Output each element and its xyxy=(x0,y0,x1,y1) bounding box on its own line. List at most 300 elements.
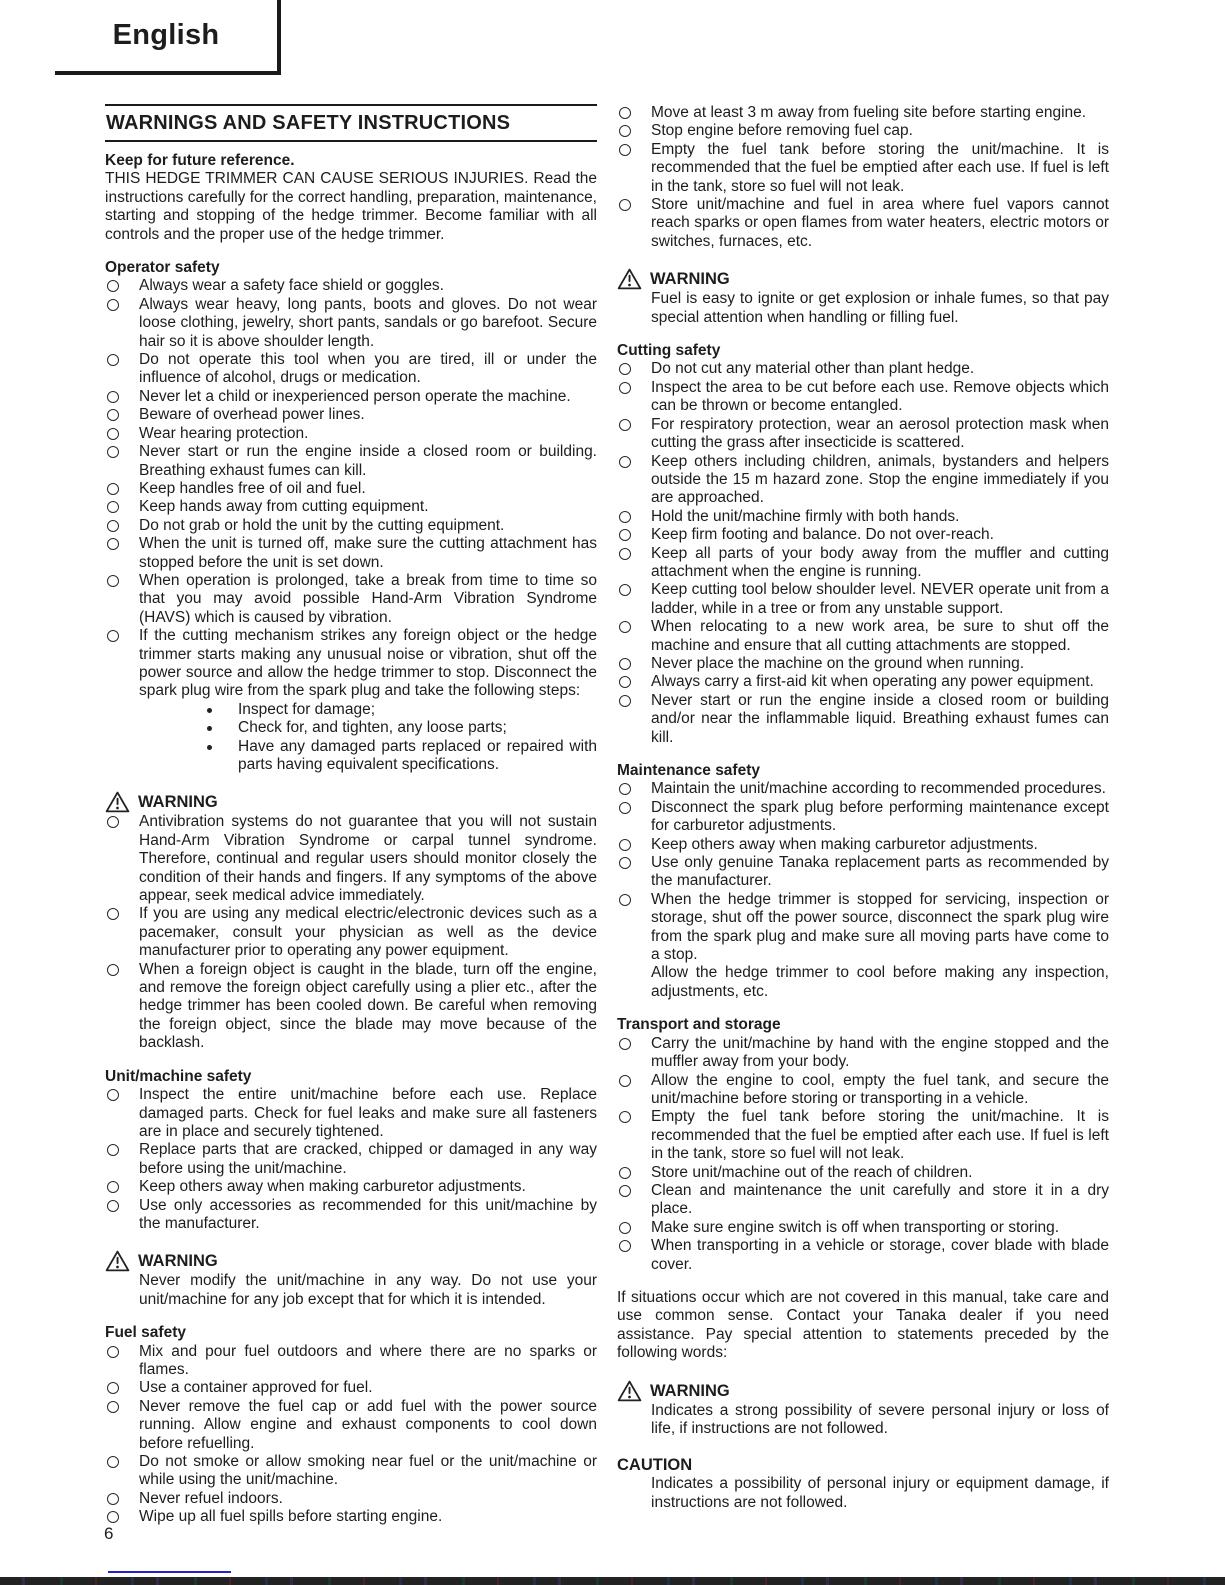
bullet-item xyxy=(105,1178,597,1196)
bullet-body xyxy=(651,545,1109,582)
bullet-body xyxy=(139,406,597,424)
circle-bullet-icon xyxy=(619,676,631,688)
bullet-body xyxy=(139,1178,597,1196)
circle-bullet-icon xyxy=(105,517,139,535)
bullet-text: If you are using any medical electric/electronic devices such as a pacemaker, consult your physician as well as the device manufacturer prior to operating any power equipment. xyxy=(139,905,597,960)
bullet-text: Keep others including children, animals, bystanders and helpers outside the 15 m hazard zone. Stop the engine immediately if you are approached. xyxy=(651,452,1109,507)
bullet-body xyxy=(651,1164,1109,1182)
bullet-text: Always wear heavy, long pants, boots and gloves. Do not wear loose clothing, jewelry, short pants, sandals or go barefoot. Secure hair so it is above shoulder length. xyxy=(139,295,597,350)
alert-title: WARNING xyxy=(650,1381,730,1400)
bullet-text: Never place the machine on the ground when running. xyxy=(651,654,1025,672)
section-title: Transport and storage xyxy=(617,1016,781,1034)
section-transport-and-storage xyxy=(617,1016,1109,1274)
circle-bullet-icon xyxy=(619,1240,631,1252)
bullet-text: Hold the unit/machine firmly with both hands. xyxy=(651,507,960,525)
circle-bullet-icon xyxy=(617,618,651,655)
bullet-item xyxy=(105,517,597,535)
intro-paragraph xyxy=(105,152,597,244)
bullet-body xyxy=(651,453,1109,508)
bullet-item xyxy=(617,780,1109,798)
bullet-item xyxy=(617,673,1109,691)
warning-block xyxy=(105,791,597,1052)
bullet-text: Clean and maintenance the unit carefully and store it in a dry place. xyxy=(651,1181,1109,1218)
circle-bullet-icon xyxy=(105,1178,139,1196)
bullet-item xyxy=(105,277,597,295)
circle-bullet-icon xyxy=(617,196,651,251)
bullet-item xyxy=(105,296,597,351)
circle-bullet-icon xyxy=(107,1200,119,1212)
circle-bullet-icon xyxy=(617,692,651,747)
circle-bullet-icon xyxy=(619,584,631,596)
bullet-text: Store unit/machine and fuel in area where fuel vapors cannot reach sparks or open flames from water heaters, electric motors or switches, furnaces, etc. xyxy=(651,196,1109,250)
bullet-body xyxy=(651,416,1109,453)
section-cutting-safety xyxy=(617,342,1109,747)
bullet-text: Do not smoke or allow smoking near fuel or the unit/machine or while using the unit/machine. xyxy=(139,1453,597,1489)
circle-bullet-icon xyxy=(107,1089,119,1101)
circle-bullet-icon xyxy=(619,839,631,851)
bullet-item xyxy=(105,1453,597,1490)
warning-block xyxy=(617,1380,1109,1439)
bullet-body xyxy=(139,1508,597,1526)
language-label: English xyxy=(112,19,220,51)
bullet-body xyxy=(139,961,597,1053)
circle-bullet-icon xyxy=(105,351,139,388)
sub-bullet-item xyxy=(205,719,597,737)
bullet-body xyxy=(651,360,1109,378)
bullet-body xyxy=(139,1490,597,1508)
bullet-item xyxy=(617,1182,1109,1219)
scan-artifact-band xyxy=(0,1577,1225,1585)
page-content xyxy=(105,104,1109,1527)
bullet-body xyxy=(651,836,1109,854)
bullet-item xyxy=(617,581,1109,618)
bullet-text: Inspect the area to be cut before each use. Remove objects which can be thrown or become entangled. xyxy=(651,378,1109,415)
circle-bullet-icon xyxy=(105,535,139,572)
alert-paragraph: Indicates a possibility of personal injury or equipment damage, if instructions are not followed. xyxy=(651,1475,1109,1511)
caution-block xyxy=(617,1455,1109,1512)
bullet-item xyxy=(617,836,1109,854)
paragraph: If situations occur which are not covered in this manual, take care and use common sense. Contact your Tanaka dealer if you need assistance. Pay special attention to statements preceded by the following words: xyxy=(617,1288,1109,1362)
circle-bullet-icon xyxy=(617,891,651,1001)
circle-bullet-icon xyxy=(617,780,651,798)
bullet-item xyxy=(105,443,597,480)
bullet-list xyxy=(105,1086,597,1233)
sub-bullet-text: Have any damaged parts replaced or repaired with parts having equivalent specifications. xyxy=(238,737,597,773)
circle-bullet-icon xyxy=(105,1490,139,1508)
circle-bullet-icon xyxy=(619,125,631,137)
circle-bullet-icon xyxy=(617,1237,651,1274)
circle-bullet-icon xyxy=(619,199,631,211)
bullet-item xyxy=(105,905,597,960)
intro-lead-text: Keep for future reference. xyxy=(105,152,295,169)
circle-bullet-icon xyxy=(617,581,651,618)
circle-bullet-icon xyxy=(107,428,119,440)
bullet-list xyxy=(105,813,597,1052)
list-continuation xyxy=(617,104,1109,251)
circle-bullet-icon xyxy=(107,630,119,642)
bullet-item xyxy=(105,1490,597,1508)
bullet-item xyxy=(105,498,597,516)
circle-bullet-icon xyxy=(619,1075,631,1087)
sub-bullet-item xyxy=(205,701,597,719)
bullet-item xyxy=(105,627,597,774)
circle-bullet-icon xyxy=(107,1181,119,1193)
circle-bullet-icon xyxy=(107,575,119,587)
circle-bullet-icon xyxy=(617,673,651,691)
bullet-item xyxy=(105,480,597,498)
section-maintenance-safety xyxy=(617,762,1109,1001)
bullet-text: Inspect the entire unit/machine before each use. Replace damaged parts. Check for fuel leaks and make sure all fasteners are in place and securely tightened. xyxy=(139,1086,597,1140)
bullet-body xyxy=(139,425,597,443)
warning-icon xyxy=(617,1380,650,1402)
bullet-text: Do not operate this tool when you are tired, ill or under the influence of alcohol, drugs or medication. xyxy=(139,351,597,387)
circle-bullet-icon xyxy=(619,107,631,119)
bullet-list xyxy=(105,277,597,774)
bullet-text: Never start or run the engine inside a closed room or building. Breathing exhaust fumes can kill. xyxy=(139,443,597,479)
circle-bullet-icon xyxy=(617,508,651,526)
bullet-text: When the unit is turned off, make sure the cutting attachment has stopped before the unit is set down. xyxy=(139,535,597,571)
bullet-text: Never remove the fuel cap or add fuel with the power source running. Allow engine and exhaust components to cool down before refuelling. xyxy=(139,1397,597,1452)
language-box xyxy=(55,0,281,75)
circle-bullet-icon xyxy=(105,498,139,516)
circle-bullet-icon xyxy=(107,1456,119,1468)
bullet-body xyxy=(651,799,1109,836)
circle-bullet-icon xyxy=(107,816,119,828)
circle-bullet-icon xyxy=(107,409,119,421)
circle-bullet-icon xyxy=(107,1493,119,1505)
bullet-text: Keep hands away from cutting equipment. xyxy=(139,498,429,516)
bullet-body xyxy=(651,1182,1109,1219)
section-title: Operator safety xyxy=(105,259,220,277)
bullet-item xyxy=(105,1197,597,1234)
bullet-item xyxy=(617,799,1109,836)
alert-paragraph: Indicates a strong possibility of severe personal injury or loss of life, if instructions are not followed. xyxy=(651,1401,1109,1437)
bullet-item xyxy=(617,453,1109,508)
bullet-item xyxy=(617,1072,1109,1109)
circle-bullet-icon xyxy=(105,388,139,406)
circle-bullet-icon xyxy=(105,1086,139,1141)
bullet-item xyxy=(105,351,597,388)
bullet-body xyxy=(651,780,1109,798)
bullet-body xyxy=(651,508,1109,526)
circle-bullet-icon xyxy=(617,854,651,891)
bullet-body xyxy=(651,1035,1109,1072)
alert-paragraph: Never modify the unit/machine in any way. Do not use your unit/machine for any job except that for which it is intended. xyxy=(139,1272,597,1308)
bullet-item xyxy=(105,425,597,443)
circle-bullet-icon xyxy=(105,1379,139,1397)
alert-header xyxy=(617,268,1109,290)
bullet-item xyxy=(105,1379,597,1397)
circle-bullet-icon xyxy=(619,621,631,633)
bullet-item xyxy=(617,104,1109,122)
bullet-text: When transporting in a vehicle or storage, cover blade with blade cover. xyxy=(651,1237,1109,1273)
bullet-text: Empty the fuel tank before storing the unit/machine. It is recommended that the fuel be emptied after each use. If fuel is left in the tank, store so fuel will not leak. xyxy=(651,140,1109,195)
bullet-item xyxy=(105,535,597,572)
warning-icon xyxy=(105,791,138,813)
bullet-text: Wipe up all fuel spills before starting engine. xyxy=(139,1508,443,1526)
bullet-text: When the hedge trimmer is stopped for servicing, inspection or storage, shut off the power source, disconnect the spark plug wire from the spark plug and make sure all moving parts have come to a stop. xyxy=(651,890,1109,964)
section-unit-machine-safety xyxy=(105,1068,597,1234)
bullet-body xyxy=(139,277,597,295)
circle-bullet-icon xyxy=(619,548,631,560)
bullet-item xyxy=(617,141,1109,196)
bullet-body xyxy=(139,351,597,388)
bullet-text: Use only genuine Tanaka replacement parts as recommended by the manufacturer. xyxy=(651,854,1109,890)
bullet-body xyxy=(651,854,1109,891)
bullet-item xyxy=(617,196,1109,251)
bullet-item xyxy=(617,379,1109,416)
bullet-item xyxy=(105,572,597,627)
alert-title: CAUTION xyxy=(617,1456,693,1475)
alert-paragraph: Fuel is easy to ignite or get explosion or inhale fumes, so that pay special attention when handling or filling fuel. xyxy=(651,290,1109,326)
bullet-item xyxy=(105,813,597,905)
circle-bullet-icon xyxy=(107,908,119,920)
page-title: WARNINGS AND SAFETY INSTRUCTIONS xyxy=(105,104,597,142)
bullet-item xyxy=(617,508,1109,526)
circle-bullet-icon xyxy=(619,1038,631,1050)
circle-bullet-icon xyxy=(617,1182,651,1219)
alert-header xyxy=(105,791,597,813)
circle-bullet-icon xyxy=(105,296,139,351)
bullet-body xyxy=(139,1086,597,1141)
circle-bullet-icon xyxy=(617,453,651,508)
circle-bullet-icon xyxy=(617,526,651,544)
alert-header xyxy=(617,1455,1109,1475)
bullet-body xyxy=(651,141,1109,196)
circle-bullet-icon xyxy=(617,836,651,854)
right-column xyxy=(617,104,1109,1527)
bullet-text: Always wear a safety face shield or goggles. xyxy=(139,277,444,295)
circle-bullet-icon xyxy=(617,545,651,582)
bullet-body xyxy=(651,1108,1109,1163)
intro-body-text: THIS HEDGE TRIMMER CAN CAUSE SERIOUS INJURIES. Read the instructions carefully for the correct handling, preparation, maintenance, starting and stopping of the hedge trimmer. Become familiar with all controls and the proper use of the hedge trimmer. xyxy=(105,170,597,243)
circle-bullet-icon xyxy=(619,1222,631,1234)
circle-bullet-icon xyxy=(105,480,139,498)
circle-bullet-icon xyxy=(619,1111,631,1123)
circle-bullet-icon xyxy=(107,1346,119,1358)
bullet-text: Keep all parts of your body away from the muffler and cutting attachment when the engine is running. xyxy=(651,544,1109,580)
bullet-body xyxy=(139,388,597,406)
scan-artifact-line xyxy=(108,1571,231,1573)
bullet-body xyxy=(651,581,1109,618)
circle-bullet-icon xyxy=(617,379,651,416)
circle-bullet-icon xyxy=(107,501,119,513)
bullet-item xyxy=(617,526,1109,544)
bullet-body xyxy=(651,526,1109,544)
bullet-body xyxy=(651,379,1109,416)
bullet-item xyxy=(105,406,597,424)
circle-bullet-icon xyxy=(617,799,651,836)
bullet-item xyxy=(105,388,597,406)
circle-bullet-icon xyxy=(107,964,119,976)
circle-bullet-icon xyxy=(619,456,631,468)
bullet-item xyxy=(617,416,1109,453)
bullet-text: Keep handles free of oil and fuel. xyxy=(139,479,366,497)
circle-bullet-icon xyxy=(619,529,631,541)
bullet-item xyxy=(105,1398,597,1453)
circle-bullet-icon xyxy=(619,695,631,707)
bullet-item xyxy=(617,655,1109,673)
circle-bullet-icon xyxy=(107,299,119,311)
section-title: Cutting safety xyxy=(617,342,721,360)
circle-bullet-icon xyxy=(105,443,139,480)
circle-bullet-icon xyxy=(107,483,119,495)
warning-block xyxy=(617,268,1109,327)
bullet-text: Antivibration systems do not guarantee that you will not sustain Hand-Arm Vibration Syndrome or carpal tunnel syndrome. Therefore, continual and regular users should monitor closely the condition of their hands and fingers. If any symptoms of the above appear, seek medical advice immediately. xyxy=(139,813,597,905)
bullet-body xyxy=(139,1453,597,1490)
circle-bullet-icon xyxy=(619,144,631,156)
bullet-body xyxy=(139,443,597,480)
section-fuel-safety xyxy=(105,1324,597,1526)
bullet-body xyxy=(139,627,597,774)
warning-block xyxy=(105,1250,597,1309)
circle-bullet-icon xyxy=(617,360,651,378)
bullet-body xyxy=(651,196,1109,251)
bullet-item xyxy=(617,692,1109,747)
bullet-body xyxy=(139,1398,597,1453)
bullet-text: Use only accessories as recommended for this unit/machine by the manufacturer. xyxy=(139,1196,597,1232)
circle-bullet-icon xyxy=(617,416,651,453)
circle-bullet-icon xyxy=(105,1398,139,1453)
section-title: Unit/machine safety xyxy=(105,1067,252,1085)
circle-bullet-icon xyxy=(105,572,139,627)
dot-bullet-icon xyxy=(205,719,238,737)
circle-bullet-icon xyxy=(617,1164,651,1182)
circle-bullet-icon xyxy=(105,277,139,295)
bullet-text: Empty the fuel tank before storing the unit/machine. It is recommended that the fuel be emptied after each use. If fuel is left in the tank, store so fuel will not leak. xyxy=(651,1108,1109,1163)
circle-bullet-icon xyxy=(105,961,139,1053)
bullet-text: Keep firm footing and balance. Do not over-reach. xyxy=(651,526,994,544)
bullet-body xyxy=(139,1197,597,1234)
bullet-item xyxy=(617,360,1109,378)
bullet-text: Carry the unit/machine by hand with the engine stopped and the muffler away from your body. xyxy=(651,1034,1109,1071)
bullet-text: Make sure engine switch is off when transporting or storing. xyxy=(651,1218,1060,1236)
circle-bullet-icon xyxy=(107,1511,119,1523)
bullet-text: Always carry a first-aid kit when operating any power equipment. xyxy=(651,673,1094,691)
circle-bullet-icon xyxy=(617,104,651,122)
bullet-item xyxy=(105,1086,597,1141)
circle-bullet-icon xyxy=(619,382,631,394)
dot-bullet-icon xyxy=(207,708,212,713)
bullet-body xyxy=(139,1343,597,1380)
bullet-text: Maintain the unit/machine according to recommended procedures. xyxy=(651,780,1106,798)
bullet-text: When a foreign object is caught in the blade, turn off the engine, and remove the foreign object carefully using a plier etc., after the hedge trimmer has been cooled down. Be careful when removing the foreign object, since the blade may move because of the backlash. xyxy=(139,960,597,1052)
section-operator-safety xyxy=(105,259,597,774)
bullet-body xyxy=(139,498,597,516)
bullet-text: Stop engine before removing fuel cap. xyxy=(651,122,913,140)
bullet-text: Never start or run the engine inside a closed room or building and/or near the inflammable liquid. Breathing exhaust fumes can kill. xyxy=(651,691,1109,746)
bullet-item xyxy=(617,1108,1109,1163)
bullet-body xyxy=(139,296,597,351)
dot-bullet-icon xyxy=(207,745,212,750)
bullet-text: Store unit/machine out of the reach of children. xyxy=(651,1163,973,1181)
circle-bullet-icon xyxy=(107,538,119,550)
circle-bullet-icon xyxy=(107,280,119,292)
bullet-text: Replace parts that are cracked, chipped or damaged in any way before using the unit/machine. xyxy=(139,1141,597,1177)
bullet-body xyxy=(651,673,1109,691)
bullet-text: Never let a child or inexperienced person operate the machine. xyxy=(139,387,571,405)
alert-title: WARNING xyxy=(650,270,730,289)
bullet-item xyxy=(617,1164,1109,1182)
bullet-body xyxy=(139,905,597,960)
bullet-text: Keep cutting tool below shoulder level. NEVER operate unit from a ladder, while in a tree or from any unstable support. xyxy=(651,581,1109,617)
circle-bullet-icon xyxy=(107,1401,119,1413)
sub-bullet-text: Inspect for damage; xyxy=(238,700,375,718)
bullet-list xyxy=(105,1343,597,1527)
circle-bullet-icon xyxy=(105,627,139,774)
bullet-text: Do not cut any material other than plant hedge. xyxy=(651,360,975,378)
bullet-item xyxy=(105,1508,597,1526)
dot-bullet-icon xyxy=(205,738,238,775)
bullet-item xyxy=(617,1219,1109,1237)
bullet-text: Use a container approved for fuel. xyxy=(139,1379,373,1397)
bullet-text: When operation is prolonged, take a break from time to time so that you may avoid possible Hand-Arm Vibration Syndrome (HAVS) which is caused by vibration. xyxy=(139,571,597,626)
dot-bullet-icon xyxy=(207,726,212,731)
section-title: Fuel safety xyxy=(105,1324,186,1342)
bullet-item xyxy=(617,1035,1109,1072)
sub-bullet-item xyxy=(205,738,597,775)
alert-header xyxy=(105,1250,597,1272)
circle-bullet-icon xyxy=(105,1453,139,1490)
bullet-text: Keep others away when making carburetor adjustments. xyxy=(139,1178,526,1196)
bullet-text: Wear hearing protection. xyxy=(139,424,309,442)
bullet-body xyxy=(139,535,597,572)
bullet-body xyxy=(139,1141,597,1178)
bullet-body xyxy=(139,813,597,905)
bullet-body xyxy=(651,104,1109,122)
circle-bullet-icon xyxy=(107,1144,119,1156)
circle-bullet-icon xyxy=(107,446,119,458)
bullet-item xyxy=(617,122,1109,140)
circle-bullet-icon xyxy=(107,1382,119,1394)
bullet-body xyxy=(651,1219,1109,1237)
bullet-body xyxy=(139,517,597,535)
circle-bullet-icon xyxy=(105,425,139,443)
circle-bullet-icon xyxy=(617,1219,651,1237)
bullet-item xyxy=(617,545,1109,582)
circle-bullet-icon xyxy=(617,1072,651,1109)
alert-title: WARNING xyxy=(138,793,218,812)
circle-bullet-icon xyxy=(617,141,651,196)
alert-title: WARNING xyxy=(138,1252,218,1271)
left-column xyxy=(105,104,597,1527)
circle-bullet-icon xyxy=(619,1167,631,1179)
circle-bullet-icon xyxy=(619,1185,631,1197)
circle-bullet-icon xyxy=(619,802,631,814)
circle-bullet-icon xyxy=(617,655,651,673)
bullet-body xyxy=(651,1072,1109,1109)
alert-header xyxy=(617,1380,1109,1402)
circle-bullet-icon xyxy=(617,1108,651,1163)
bullet-item xyxy=(617,854,1109,891)
bullet-item xyxy=(105,961,597,1053)
circle-bullet-icon xyxy=(619,658,631,670)
circle-bullet-icon xyxy=(619,363,631,375)
bullet-item xyxy=(105,1343,597,1380)
circle-bullet-icon xyxy=(105,1197,139,1234)
circle-bullet-icon xyxy=(107,520,119,532)
circle-bullet-icon xyxy=(105,1141,139,1178)
circle-bullet-icon xyxy=(619,419,631,431)
bullet-body xyxy=(651,122,1109,140)
bullet-text: When relocating to a new work area, be sure to shut off the machine and ensure that all cutting attachments are stopped. xyxy=(651,618,1109,654)
bullet-list xyxy=(617,780,1109,1001)
bullet-item xyxy=(105,1141,597,1178)
bullet-text: For respiratory protection, wear an aerosol protection mask when cutting the grass after insecticide is scattered. xyxy=(651,415,1109,452)
bullet-body xyxy=(139,1379,597,1397)
bullet-item xyxy=(617,618,1109,655)
bullet-list xyxy=(617,104,1109,251)
